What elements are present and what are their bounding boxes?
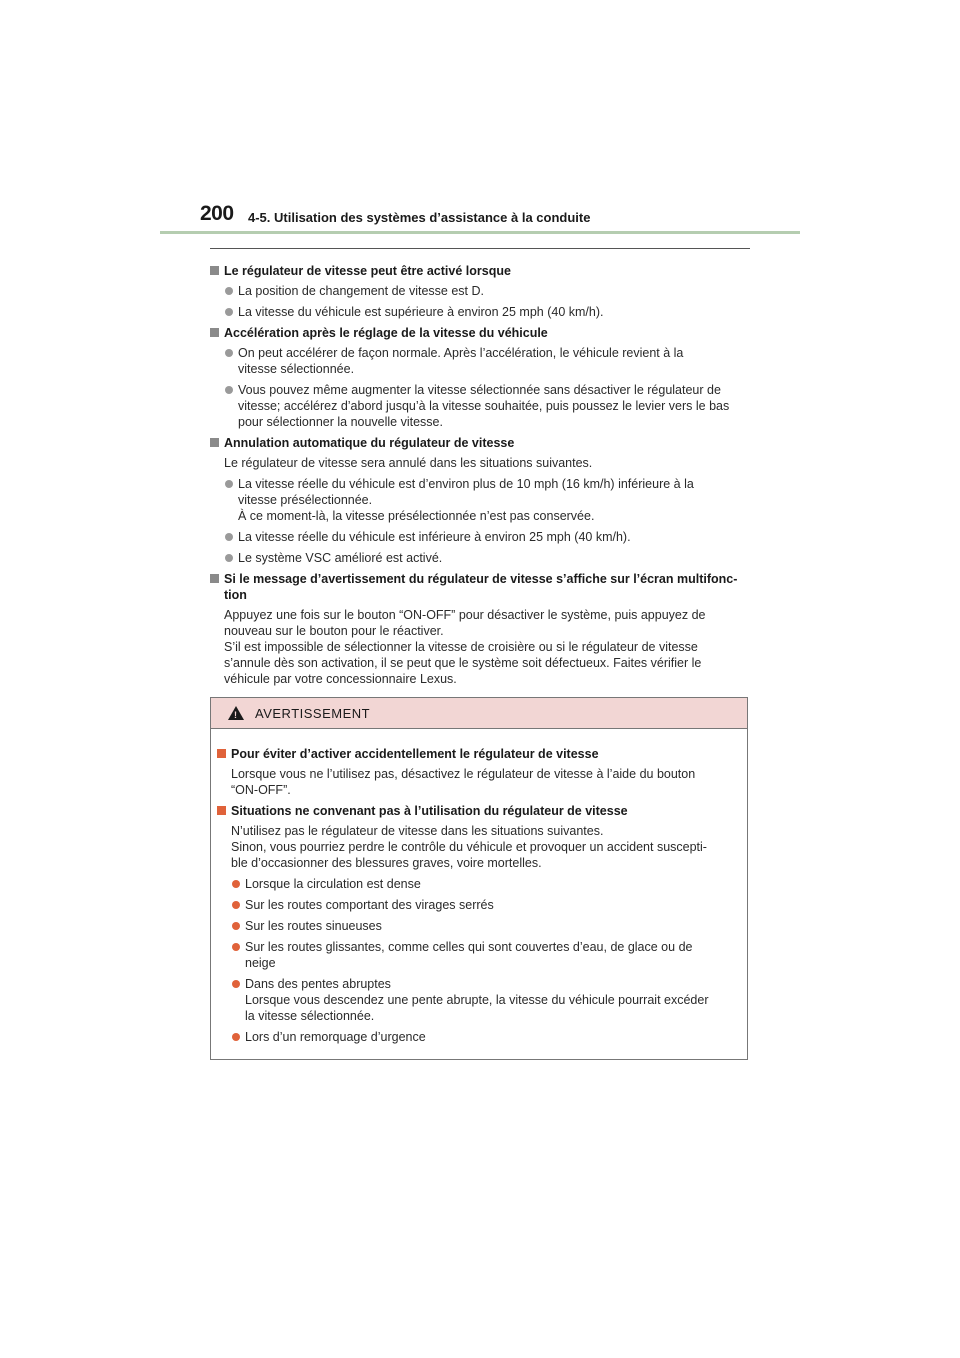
bullet-item: Dans des pentes abruptes Lorsque vous descendez une pente abrupte, la vitesse du véhicule pourrait excéder la vitesse sélectionnée. bbox=[217, 976, 739, 1024]
circle-bullet-icon bbox=[232, 943, 240, 951]
bullet-item: Vous pouvez même augmenter la vitesse sélectionnée sans désactiver le régulateur de vitesse; accélérez d’abord jusqu’à la vitesse souhaitée, puis poussez le levier vers le bas pour sélectionner la nouvelle vitesse. bbox=[210, 382, 750, 430]
bullet-item: Sur les routes glissantes, comme celles qui sont couvertes d’eau, de glace ou de neige bbox=[217, 939, 739, 971]
section-title: 4-5. Utilisation des systèmes d’assistance à la conduite bbox=[248, 210, 591, 225]
section-heading: Le régulateur de vitesse peut être activé lorsque bbox=[210, 263, 750, 279]
circle-bullet-icon bbox=[225, 386, 233, 394]
warning-heading: Situations ne convenant pas à l’utilisation du régulateur de vitesse bbox=[217, 803, 739, 819]
bullet-item: La vitesse réelle du véhicule est inférieure à environ 25 mph (40 km/h). bbox=[210, 529, 750, 545]
page-header bbox=[160, 202, 800, 234]
square-bullet-icon bbox=[210, 266, 219, 275]
circle-bullet-icon bbox=[225, 308, 233, 316]
bullet-item: Lorsque la circulation est dense bbox=[217, 876, 739, 892]
bullet-item: Lors d’un remorquage d’urgence bbox=[217, 1029, 739, 1045]
paragraph: Le régulateur de vitesse sera annulé dans les situations suivantes. bbox=[224, 456, 593, 470]
bullet-item: Le système VSC amélioré est activé. bbox=[210, 550, 750, 566]
bullet-item: On peut accélérer de façon normale. Après l’accélération, le véhicule revient à la vitesse sélectionnée. bbox=[210, 345, 750, 377]
circle-bullet-icon bbox=[225, 287, 233, 295]
bullet-item: La vitesse réelle du véhicule est d’environ plus de 10 mph (16 km/h) inférieure à la vitesse présélectionnée. À ce moment-là, la vitesse présélectionnée n’est pas conservée. bbox=[210, 476, 750, 524]
bullet-item: Sur les routes comportant des virages serrés bbox=[217, 897, 739, 913]
circle-bullet-icon bbox=[225, 554, 233, 562]
square-bullet-icon bbox=[210, 328, 219, 337]
warning-body bbox=[211, 729, 747, 1045]
page-number: 200 bbox=[200, 202, 234, 225]
paragraph: Appuyez une fois sur le bouton “ON-OFF” pour désactiver le système, puis appuyez de nouveau sur le bouton pour le réactiver. S’il est impossible de sélectionner la vitesse de croisière ou si le régulateur de vitesse s’annule dès son activation, il se peut que le système soit défectueux. Faites vérifier le véhicule par votre concessionnaire Lexus. bbox=[224, 608, 706, 686]
warning-heading: Pour éviter d’activer accidentellement le régulateur de vitesse bbox=[217, 746, 739, 762]
section-heading: Accélération après le réglage de la vitesse du véhicule bbox=[210, 325, 750, 341]
warning-title: AVERTISSEMENT bbox=[255, 706, 371, 721]
section-heading: Si le message d’avertissement du régulateur de vitesse s’affiche sur l’écran multifonc- tion bbox=[210, 571, 750, 603]
circle-bullet-icon bbox=[225, 349, 233, 357]
bullet-item: Sur les routes sinueuses bbox=[217, 918, 739, 934]
exclamation-icon: ! bbox=[234, 710, 237, 720]
bullet-item: La vitesse du véhicule est supérieure à environ 25 mph (40 km/h). bbox=[210, 304, 750, 320]
circle-bullet-icon bbox=[232, 1033, 240, 1041]
bullet-item: La position de changement de vitesse est D. bbox=[210, 283, 750, 299]
section-heading: Annulation automatique du régulateur de vitesse bbox=[210, 435, 750, 451]
warning-header bbox=[211, 698, 747, 729]
paragraph: N’utilisez pas le régulateur de vitesse dans les situations suivantes. Sinon, vous pourriez perdre le contrôle du véhicule et provoquer un accident suscepti- ble d’occasionner des blessures graves, voire mortelles. bbox=[231, 824, 707, 870]
paragraph: Lorsque vous ne l’utilisez pas, désactivez le régulateur de vitesse à l’aide du bouton “ON-OFF”. bbox=[231, 767, 696, 797]
square-bullet-icon bbox=[217, 806, 226, 815]
warning-box bbox=[210, 697, 748, 1060]
square-bullet-icon bbox=[210, 438, 219, 447]
circle-bullet-icon bbox=[232, 880, 240, 888]
circle-bullet-icon bbox=[232, 901, 240, 909]
circle-bullet-icon bbox=[225, 480, 233, 488]
square-bullet-icon bbox=[210, 574, 219, 583]
square-bullet-icon bbox=[217, 749, 226, 758]
header-rule bbox=[160, 231, 800, 234]
circle-bullet-icon bbox=[225, 533, 233, 541]
circle-bullet-icon bbox=[232, 980, 240, 988]
main-content bbox=[210, 258, 750, 692]
circle-bullet-icon bbox=[232, 922, 240, 930]
content-top-rule bbox=[210, 248, 750, 249]
